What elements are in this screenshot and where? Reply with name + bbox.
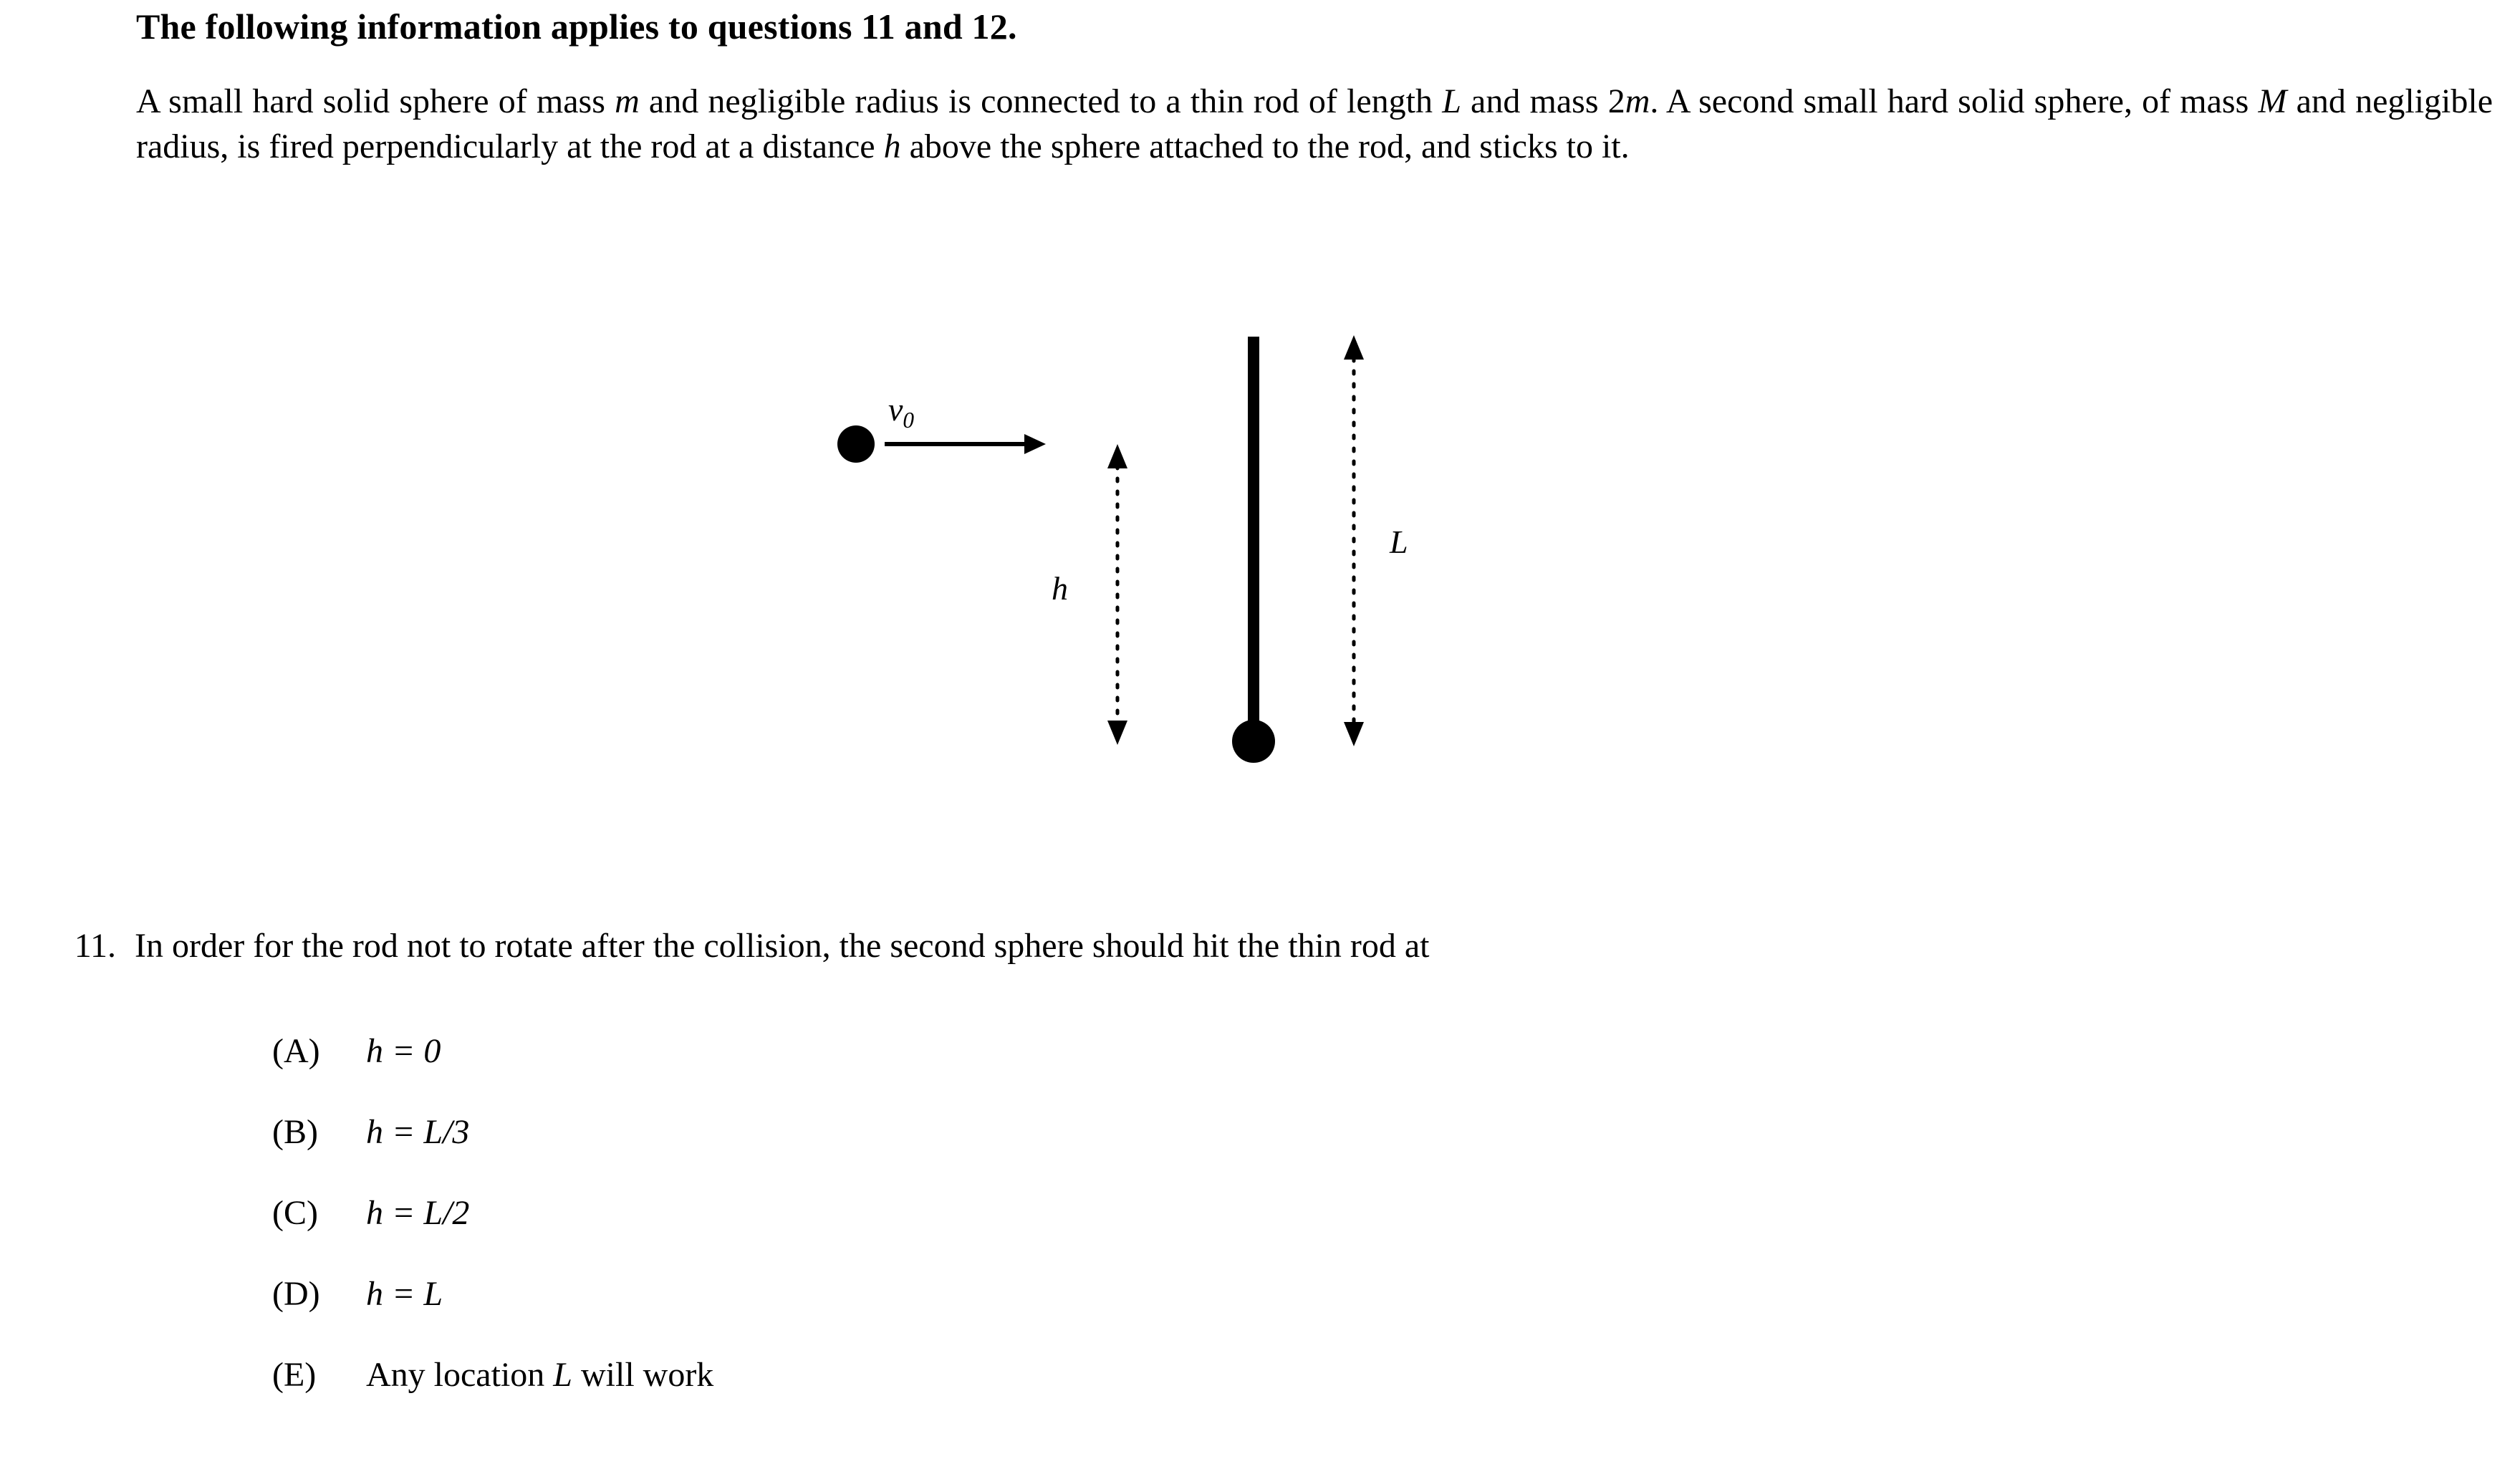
choice-b-text: h = L/3 — [366, 1113, 470, 1151]
choice-c-text: h = L/2 — [366, 1194, 470, 1232]
intro-heading: The following information applies to questions 11 and 12. — [136, 6, 1017, 47]
choice-a-label: (A) — [272, 1032, 320, 1070]
h-arrow-up-icon — [1107, 444, 1127, 468]
choice-b-label: (B) — [272, 1113, 318, 1151]
l-arrow-up-icon — [1344, 335, 1364, 360]
h-label: h — [1052, 570, 1068, 607]
choice-c[interactable] — [272, 1193, 2135, 1274]
choice-d-text: h = L — [366, 1275, 443, 1313]
choice-e[interactable] — [272, 1355, 2135, 1436]
l-label: L — [1390, 524, 1408, 560]
choice-d[interactable] — [272, 1274, 2135, 1355]
choice-a[interactable] — [272, 1031, 2135, 1112]
question-number: 11. — [74, 927, 116, 965]
figure-svg — [824, 322, 1612, 824]
choice-e-label: (E) — [272, 1356, 317, 1394]
choice-c-label: (C) — [272, 1194, 318, 1232]
intro-paragraph: A small hard solid sphere of mass m and negligible radius is connected to a thin rod of length L and mass 2m. A second small hard solid sphere, of mass M and negligible radius, is fired perpendicularly at the rod at a distance h above the sphere attached to the rod, and sticks to it. — [136, 82, 2493, 166]
l-arrow-down-icon — [1344, 722, 1364, 746]
moving-sphere-icon — [837, 425, 875, 463]
h-arrow-down-icon — [1107, 721, 1127, 745]
choice-e-text: Any location L will work — [366, 1356, 714, 1394]
physics-figure — [824, 322, 1612, 824]
answer-choices — [272, 1031, 2135, 1436]
choice-a-text: h = 0 — [366, 1032, 441, 1070]
attached-sphere-icon — [1232, 720, 1275, 763]
velocity-label: $v_0$ — [888, 391, 915, 433]
velocity-arrowhead-icon — [1024, 434, 1046, 454]
question-text: In order for the rod not to rotate after the collision, the second sphere should hit the thin rod at — [135, 927, 1430, 965]
question-11 — [50, 924, 2471, 968]
choice-b[interactable] — [272, 1112, 2135, 1193]
choice-d-label: (D) — [272, 1275, 320, 1313]
